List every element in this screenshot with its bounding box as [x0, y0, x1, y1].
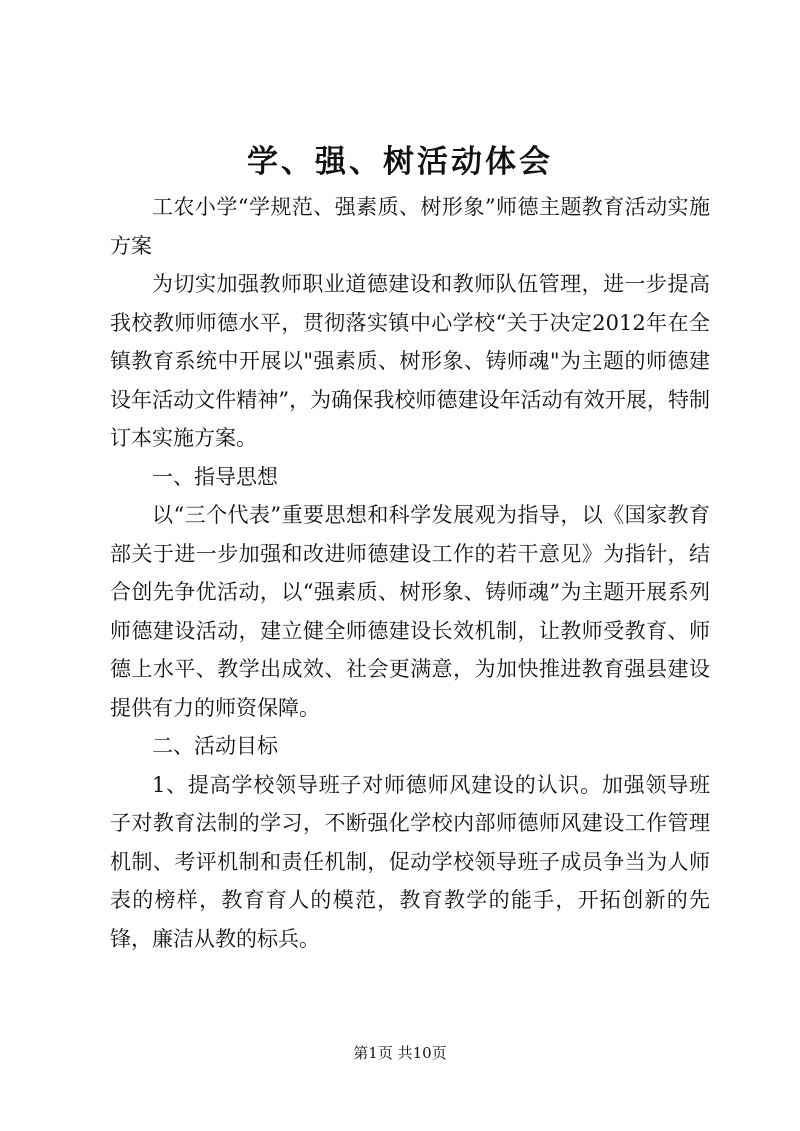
intro-paragraph: 为切实加强教师职业道德建设和教师队伍管理，进一步提高我校教师师德水平，贯彻落实镇中心学校“关于决定2012年在全镇教育系统中开展以"强素质、树形象、铸师魂"为主题的师德建设年活动文件精神”，为确保我校师德建设年活动有效开展，特制订本实施方案。 — [110, 272, 710, 450]
section-heading-activity-goals: 二、活动目标 — [152, 734, 278, 758]
document-body — [110, 188, 710, 958]
activity-goal-1-paragraph: 1、提高学校领导班子对师德师风建设的认识。加强领导班子对教育法制的学习，不断强化学校内部师德师风建设工作管理机制、考评机制和责任机制，促动学校领导班子成员争当为人师表的榜样，教育育人的模范，教育教学的能手，开拓创新的先锋，廉洁从教的标兵。 — [110, 772, 710, 951]
guiding-ideology-paragraph: 以“三个代表”重要思想和科学发展观为指导，以《国家教育部关于进一步加强和改进师德建设工作的若干意见》为指针，结合创先争优活动，以“强素质、树形象、铸师魂”为主题开展系列师德建设活动，建立健全师德建设长效机制，让教师受教育、师德上水平、教学出成效、社会更满意，为加快推进教育强县建设提供有力的师资保障。 — [110, 503, 710, 720]
plan-heading: 工农小学“学规范、强素质、树形象”师德主题教育活动实施方案 — [110, 195, 710, 258]
section-heading-guiding-ideology: 一、指导思想 — [152, 464, 278, 489]
page-number-footer: 第1页 共10页 — [353, 1044, 447, 1062]
document-title: 学、强、树活动体会 — [247, 144, 553, 180]
